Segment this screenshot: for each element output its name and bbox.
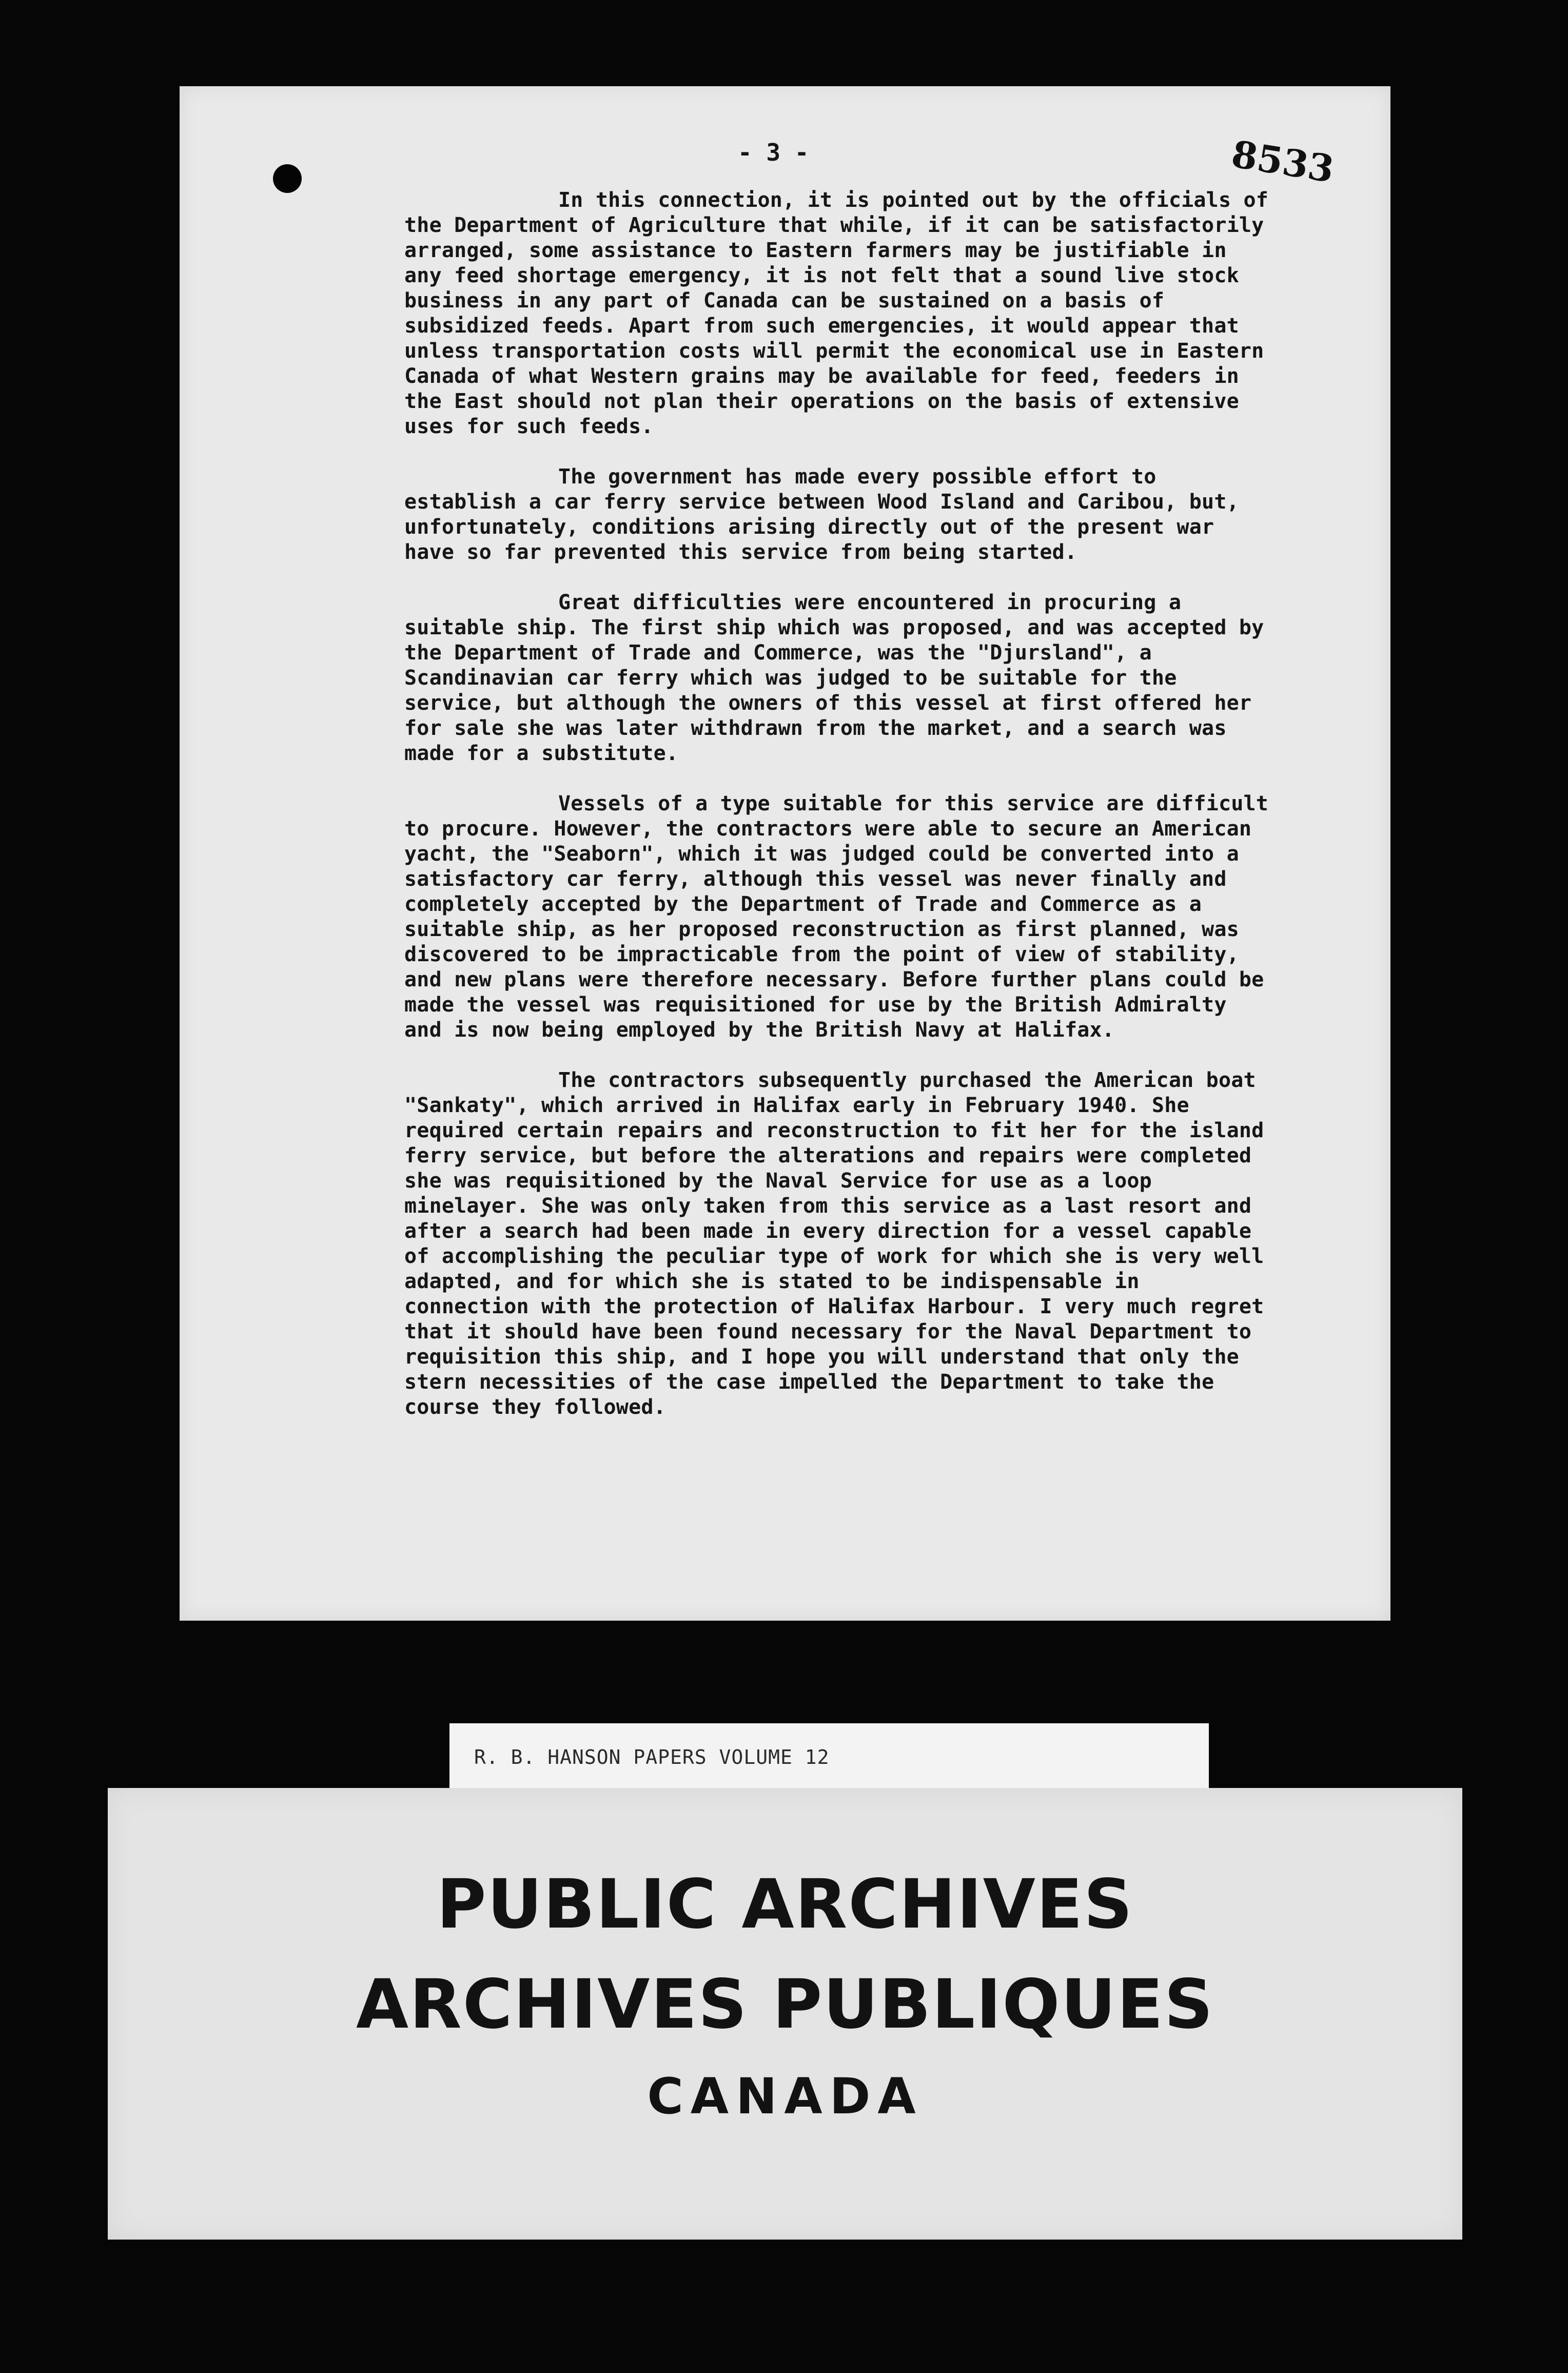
collection-label-text: R. B. HANSON PAPERS VOLUME 12	[474, 1746, 830, 1768]
archives-title-english: PUBLIC ARCHIVES	[436, 1865, 1134, 1944]
archives-title-french: ARCHIVES PUBLIQUES	[356, 1965, 1214, 2044]
page-number: - 3 -	[738, 139, 809, 166]
paragraph	[404, 791, 1281, 1043]
paragraph-text: The contractors subsequently purchased the American boat "Sankaty", which arrived in Halifax early in February 1940. She required certain repairs and reconstruction to fit her for the island ferry service, but before the alterations and repairs were completed she was requisitioned by the Naval Service for use as a loop minelayer. She was only taken from this service as a last resort and after a search had been made in every direction for a vessel capable of accomplishing the peculiar type of work for which she is very well adapted, and for which she is stated to be indispensable in connection with the protection of Halifax Harbour. I very much regret that it should have been found necessary for the Naval Department to requisition this ship, and I hope you will understand that only the stern necessities of the case impelled the Department to take the course they followed.	[404, 1068, 1277, 1419]
paragraph	[404, 590, 1277, 766]
archives-country: CANADA	[647, 2068, 923, 2125]
collection-label	[449, 1723, 1209, 1788]
stamp-number: 8533	[1228, 131, 1337, 191]
paragraph-text: In this connection, it is pointed out by the officials of the Department of Agriculture that while, if it can be satisfactorily arranged, some assistance to Eastern farmers may be justifiable in any feed shortage emergency, it is not felt that a sound live stock business in any part of Canada can be sustained on a basis of subsidized feeds. Apart from such emergencies, it would appear that unless transportation costs will permit the economical use in Eastern Canada of what Western grains may be available for feed, feeders in the East should not plan their operations on the basis of extensive uses for such feeds.	[404, 188, 1281, 438]
archives-card	[108, 1788, 1462, 2240]
paragraph	[404, 1068, 1277, 1420]
paragraph-text: Great difficulties were encountered in procuring a suitable ship. The first ship which was proposed, and was accepted by the Department of Trade and Commerce, was the "Djursland", a Scandinavian car ferry which was judged to be suitable for the service, but although the owners of this vessel at first offered her for sale she was later withdrawn from the market, and a search was made for a substitute.	[404, 591, 1277, 765]
paragraph-text: The government has made every possible effort to establish a car ferry service between Wood Island and Caribou, but, unfortunately, conditions arising directly out of the present war have so far prevented this service from being started.	[404, 465, 1252, 564]
punch-hole	[273, 164, 302, 193]
paragraph	[404, 464, 1271, 565]
paragraph-text: Vessels of a type suitable for this service are difficult to procure. However, the contractors were able to secure an American yacht, the "Seaborn", which it was judged could be converted into a satisfactory car ferry, although this vessel was never finally and completely accepted by the Department of Trade and Commerce as a suitable ship, as her proposed reconstruction as first planned, was discovered to be impracticable from the point of view of stability, and new plans were therefore necessary. Before further plans could be made the vessel was requisitioned for use by the British Admiralty and is now being employed by the British Navy at Halifax.	[404, 792, 1281, 1042]
document-body	[404, 188, 1281, 1445]
paragraph	[404, 188, 1281, 439]
